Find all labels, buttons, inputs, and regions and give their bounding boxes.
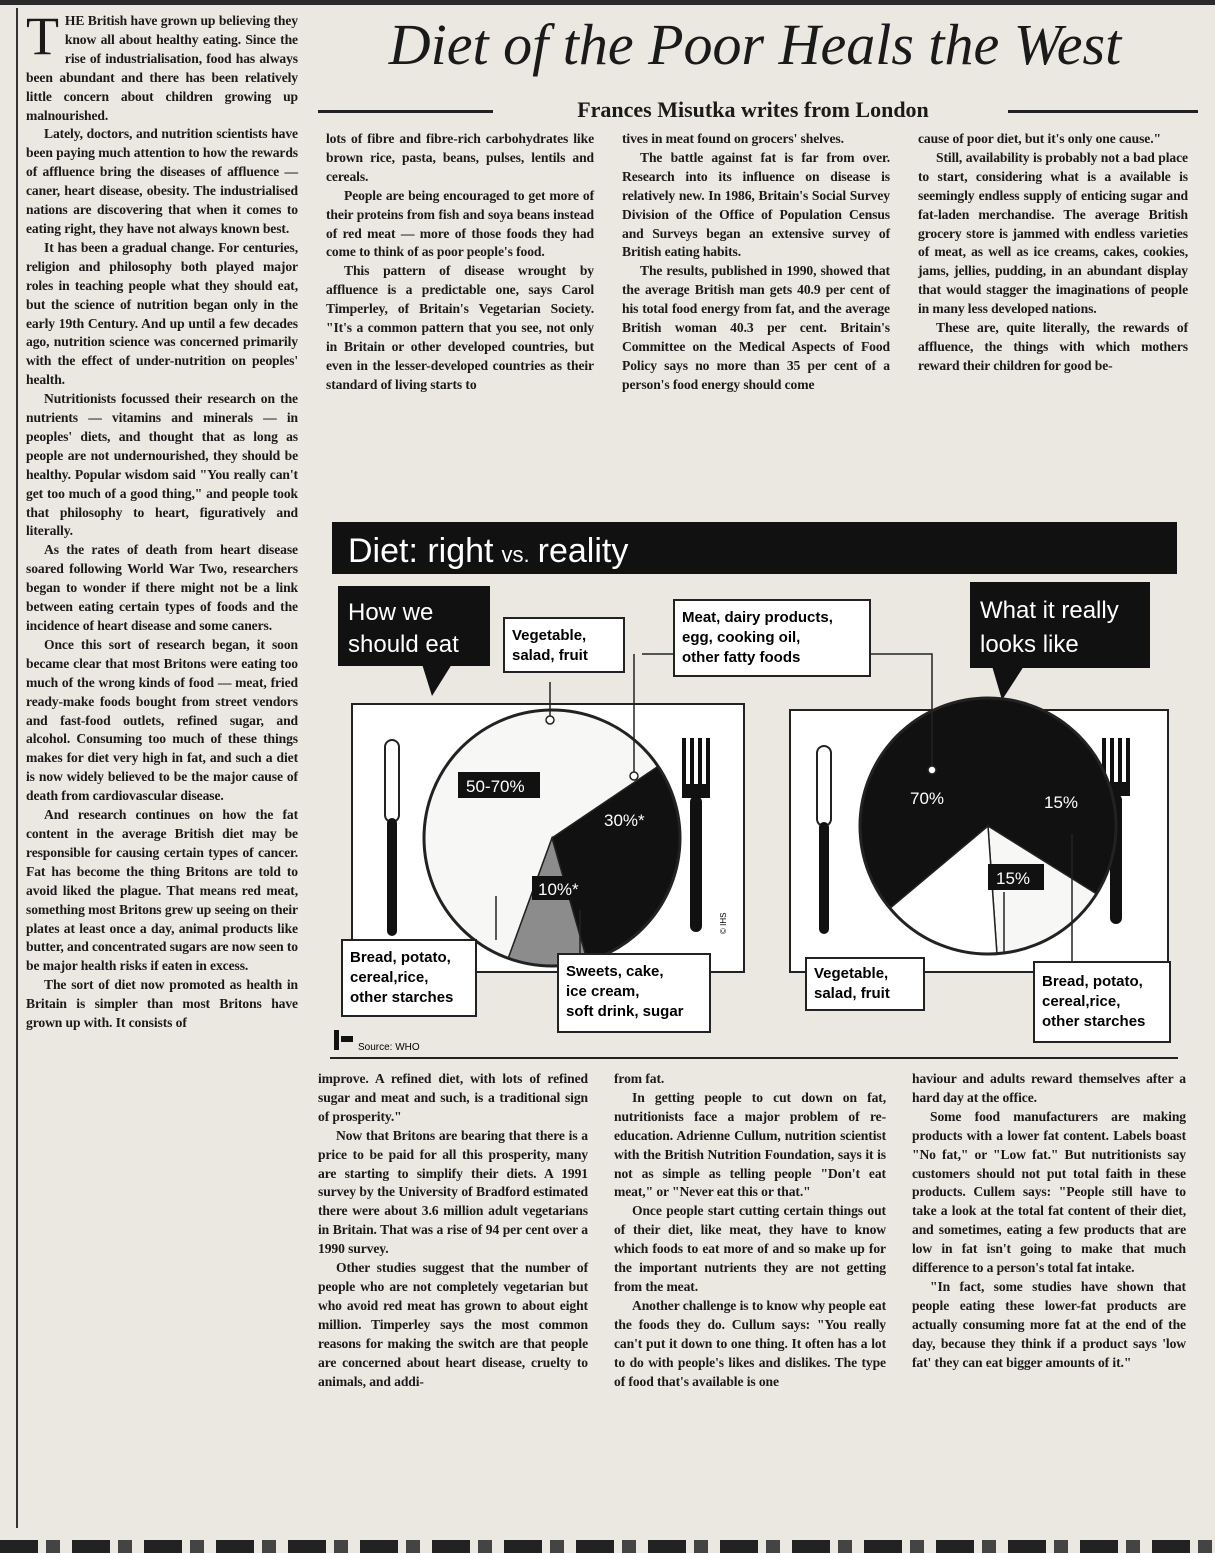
pie-should-eat — [424, 710, 680, 966]
slice-label: 70% — [910, 789, 945, 808]
headline: Diet of the Poor Heals the West — [388, 12, 1122, 77]
knife-handle — [819, 822, 829, 934]
paragraph: Now that Britons are bearing that there is a price to be paid for all this prosperity, many are starting to simplify their diets. A 1991 survey by the University of Bradford estimated there were about 3.6 million adult vegetarians in Britain. That was a rise of 94 per cent over a 1990 survey. — [318, 1127, 588, 1257]
article-column-3-lower — [614, 1070, 886, 1391]
knife-icon — [385, 740, 399, 822]
label-text: Bread, potato, — [1042, 973, 1143, 990]
slice-label: 50-70% — [466, 777, 525, 796]
article-column-4 — [918, 130, 1188, 376]
paragraph: This pattern of disease wrought by affluence is a predictable one, says Carol Timperley, of Britain's Vegetarian Society. "It's a common pattern that you see, not only in Britain or other developed countries, but even in the lesser-developed countries as their standard of living starts to — [326, 263, 594, 392]
paragraph: improve. A refined diet, with lots of refined sugar and meat and such, is a traditional sign of prosperity." — [318, 1071, 588, 1124]
paragraph: Another challenge is to know why people eat the foods they do. Cullum says: "You really can't put it down to one thing. It often has a lot to do with people's likes and dislikes. The type of food that's available is one — [614, 1297, 886, 1389]
paragraph: Nutritionists focussed their research on the nutrients — vitamins and minerals — in peoples' diets, and thought that as long as people are not undernourished, they should be healthy. Popular wisdom said "You really can't get too much of a good thing," and people took that philosophy to heart, figuratively and literally. — [26, 391, 298, 539]
paragraph: from fat. — [614, 1071, 665, 1086]
source-credit: Source: WHO — [358, 1042, 420, 1053]
paragraph: The results, published in 1990, showed that the average British man gets 40.9 per cent of his total food energy from fat, and the average British woman 40.3 per cent. Britain's Committee on the Medical Aspects of Food Policy says no more than 35 per cent of a person's food energy should come — [622, 263, 890, 392]
label-text: other starches — [1042, 1013, 1146, 1030]
column-rule — [16, 8, 18, 1528]
label-text: cereal,rice, — [1042, 993, 1121, 1010]
right-bubble-line2: looks like — [980, 631, 1079, 658]
byline-rule-right — [1008, 110, 1198, 113]
label-text: other fatty foods — [682, 649, 801, 666]
bottom-edge — [0, 1540, 1215, 1553]
label-text: egg, cooking oil, — [682, 629, 801, 646]
slice-label: 10%* — [538, 880, 579, 899]
graphic-title: Diet: right vs. reality — [348, 532, 629, 570]
label-text: salad, fruit — [512, 647, 588, 664]
paragraph: People are being encouraged to get more of their proteins from fish and soya beans instead of red meat — more of those foods they had come to think of as poor people's food. — [326, 187, 594, 260]
article-column-3 — [622, 130, 890, 395]
paragraph: And research continues on how the fat content in the average British diet may be responsible for causing certain types of cancer. Fat has become the thing Britons are told to avoid liked the plague. That means red meat, something most Britons grew up seeing on their plates at least once a day, animal products like butter, and concentrated sugars are now seen to be major health risks if eaten in excess. — [26, 807, 298, 974]
slice-label: 15% — [996, 869, 1031, 888]
paragraph: cause of poor diet, but it's only one cause." — [918, 131, 1161, 146]
paragraph: In getting people to cut down on fat, nutritionists face a major problem of re-education. Adrienne Cullum, nutrition scientist with the British Nutrition Foundation, says it is not as simple as telling people "Don't eat meat," or "Never eat this or that." — [614, 1089, 886, 1200]
label-text: Sweets, cake, — [566, 963, 664, 980]
article-column-1 — [26, 6, 298, 1033]
byline: Frances Misutka writes from London — [577, 97, 929, 122]
byline-rule-left — [318, 110, 493, 113]
slice-label: 15% — [1044, 793, 1079, 812]
label-text: soft drink, sugar — [566, 1003, 684, 1020]
label-text: cereal,rice, — [350, 969, 429, 986]
paragraph: Once this sort of research began, it soon became clear that most Britons were eating too much of the wrong kinds of food — meat, fried ready-make foods bought from street vendors and fast-food outlets, refined sugar, and alcohol. Consuming too much of these things makes for diet very high in fat, and such a diet is now widely believed to be the major cause of death from cardiovascular disease. — [26, 636, 298, 804]
label-text: Vegetable, — [814, 965, 889, 982]
top-rule — [0, 0, 1215, 5]
paragraph: Lately, doctors, and nutrition scientists have been paying much attention to how the rewards of affluence bring the diseases of affluence — caner, heart disease, obesity. The industrialised nations are discovering that when it comes to eating right, they have not always known best. — [26, 126, 298, 236]
infographic-svg — [312, 514, 1192, 1064]
article-column-2 — [326, 130, 594, 395]
side-credit: © IHS — [719, 912, 728, 934]
right-bubble-tail — [992, 666, 1024, 700]
paragraph: haviour and adults reward themselves after a hard day at the office. — [912, 1071, 1186, 1105]
label-text: other starches — [350, 989, 454, 1006]
source-logo-icon — [334, 1030, 353, 1050]
paragraph: As the rates of death from heart disease soared following World War Two, researchers began to wonder if there might not be a link between eating certain types of foods and the incidence of heart disease and some caners. — [26, 542, 298, 633]
article-column-4-lower — [912, 1070, 1186, 1373]
paragraph: The sort of diet now promoted as health in Britain is simpler than most Britons have grown up with. It consists of — [26, 977, 298, 1031]
label-text: Meat, dairy products, — [682, 609, 833, 626]
label-text: salad, fruit — [814, 985, 890, 1002]
left-bubble-line1: How we — [348, 599, 434, 626]
label-text: Vegetable, — [512, 627, 587, 644]
left-bubble-tail — [422, 664, 452, 696]
knife-handle — [387, 818, 397, 936]
label-text: ice cream, — [566, 983, 640, 1000]
diet-infographic — [312, 514, 1192, 1064]
pie-reality — [860, 698, 1116, 954]
paragraph: The battle against fat is far from over. Research into its influence on disease is relatively new. In 1986, Britain's Social Survey Division of the Office of Population Census and Surveys began an extensive survey of British eating habits. — [622, 149, 890, 260]
paragraph: lots of fibre and fibre-rich carbohydrates like brown rice, pasta, beans, pulses, lentils and cereals. — [326, 131, 594, 184]
paragraph: These are, quite literally, the rewards of affluence, the things with which mothers reward their children for good be- — [918, 320, 1188, 373]
paragraph: Other studies suggest that the number of people who are not completely vegetarian but who avoid red meat has grown to about eight million. Timperley says the most common reasons for making the switch are that people are concerned about heart disease, cruelty to animals, and addi- — [318, 1260, 588, 1389]
paragraph: THE British have grown up believing they know all about healthy eating. Since the rise of industrialisation, food has always been abundant and there has been relatively little concern about children growing up malnourished. — [26, 6, 298, 123]
knife-icon — [817, 746, 831, 826]
drop-cap: T — [26, 6, 59, 66]
byline-bar — [318, 96, 1198, 124]
paragraph: It has been a gradual change. For centuries, religion and philosophy both played major roles in teaching people what they should eat, but the science of nutrition began only in the early 19th Century. And up until a few decades ago, nutrition science was concerned primarily with the effect of under-nutrition on peoples' health. — [26, 239, 298, 388]
paragraph: Once people start cutting certain things out of their diet, like meat, they have to know which foods to eat more of and so make up for the important nutrients they are not getting from the meat. — [614, 1203, 886, 1294]
paragraph: tives in meat found on grocers' shelves. — [622, 131, 844, 146]
label-text: Bread, potato, — [350, 949, 451, 966]
paragraph: Some food manufacturers are making products with a lower fat content. Labels boast "No fat," or "Low fat." But nutritionists say customers should not put total faith in these products. Cullem says: "People still have to take a look at the total fat content of their diet, and sometimes, eating a few products that are low in fat isn't going to make that much difference to a person's total fat intake. — [912, 1108, 1186, 1276]
slice-label: 30%* — [604, 811, 645, 830]
right-bubble-line1: What it really — [980, 597, 1119, 624]
paragraph: "In fact, some studies have shown that people eating these lower-fat products are actually consuming more fat at the end of the day, because they think if a product says 'low fat' they can eat bigger amounts of it." — [912, 1278, 1186, 1370]
paragraph: Still, availability is probably not a bad place to start, considering what is a available is seemingly endless supply of enticing sugar and fat-laden merchandise. The average British grocery store is jammed with endless varieties of meat, as well as ice creams, cakes, cookies, jams, jellies, pudding, in an abundant display that would stagger the imaginations of people in many less developed nations. — [918, 149, 1188, 317]
article-column-2-lower — [318, 1070, 588, 1391]
left-bubble-line2: should eat — [348, 631, 459, 658]
